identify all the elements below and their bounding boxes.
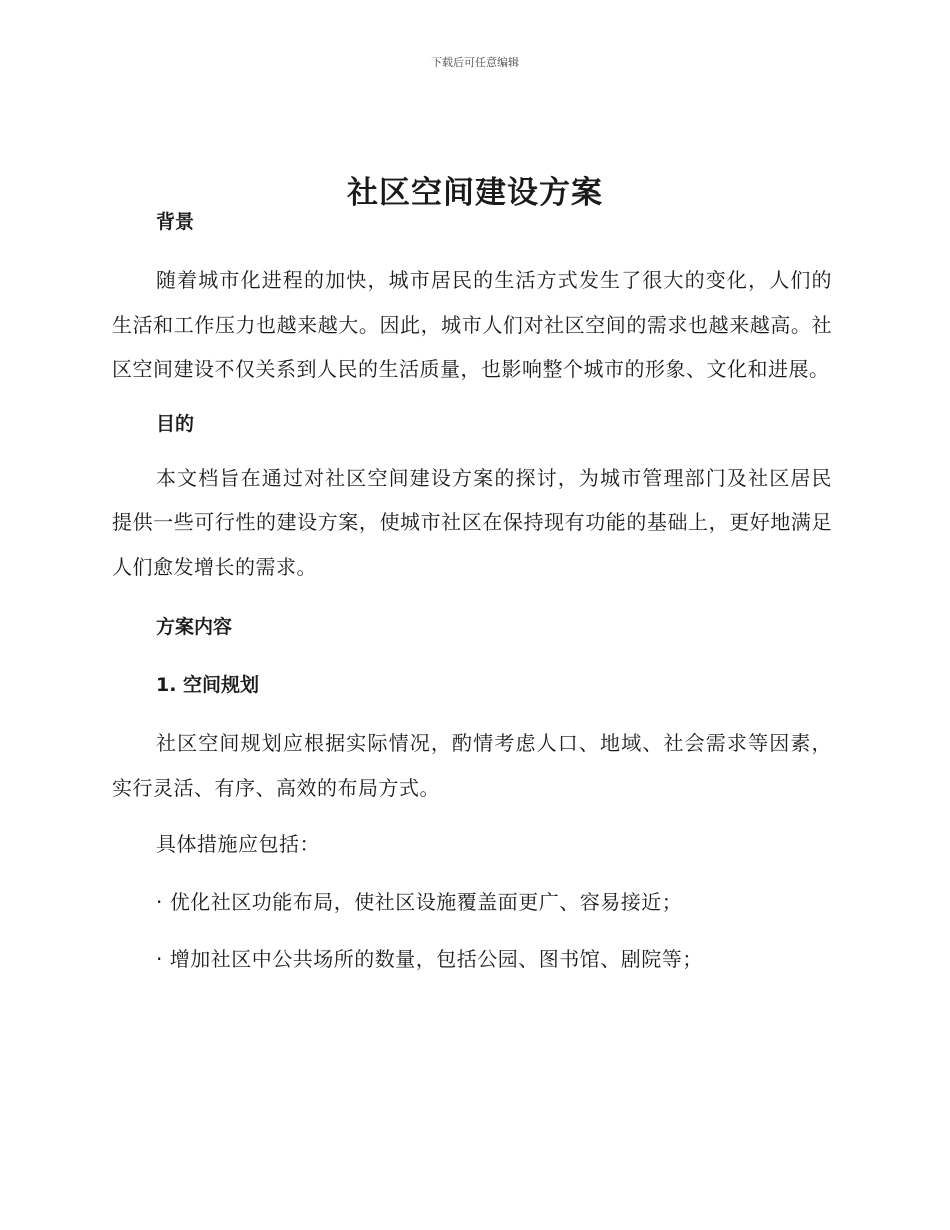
measures-intro: 具体措施应包括：: [156, 832, 320, 856]
section-heading-plan: 方案内容: [156, 616, 233, 638]
section-heading-purpose: 目的: [156, 412, 195, 435]
document-title: 社区空间建设方案: [347, 174, 603, 211]
section-heading-background: 背景: [156, 211, 195, 233]
document-body: [112, 204, 832, 982]
bullet-item-2: · 增加社区中公共场所的数量，包括公园、图书馆、剧院等；: [156, 947, 703, 971]
purpose-paragraph: 本文档旨在通过对社区空间建设方案的探讨，为城市管理部门及社区居民提供一些可行性的建设方案，使城市社区在保持现有功能的基础上，更好地满足人们愈发增长的需求。: [112, 465, 832, 579]
subsection-heading-space-planning: 1. 空间规划: [156, 674, 260, 696]
space-planning-paragraph: 社区空间规划应根据实际情况，酌情考虑人口、地域、社会需求等因素，实行灵活、有序、高效的布局方式。: [112, 731, 832, 800]
bullet-item-1: · 优化社区功能布局，使社区设施覆盖面更广、容易接近；: [156, 889, 683, 914]
background-paragraph: 随着城市化进程的加快，城市居民的生活方式发生了很大的变化，人们的生活和工作压力也越来越大。因此，城市人们对社区空间的需求也越来越高。社区空间建设不仅关系到人民的生活质量，也影响整个城市的形象、文化和进展。: [112, 268, 832, 381]
page-header: 下载后可任意编辑: [431, 56, 519, 69]
